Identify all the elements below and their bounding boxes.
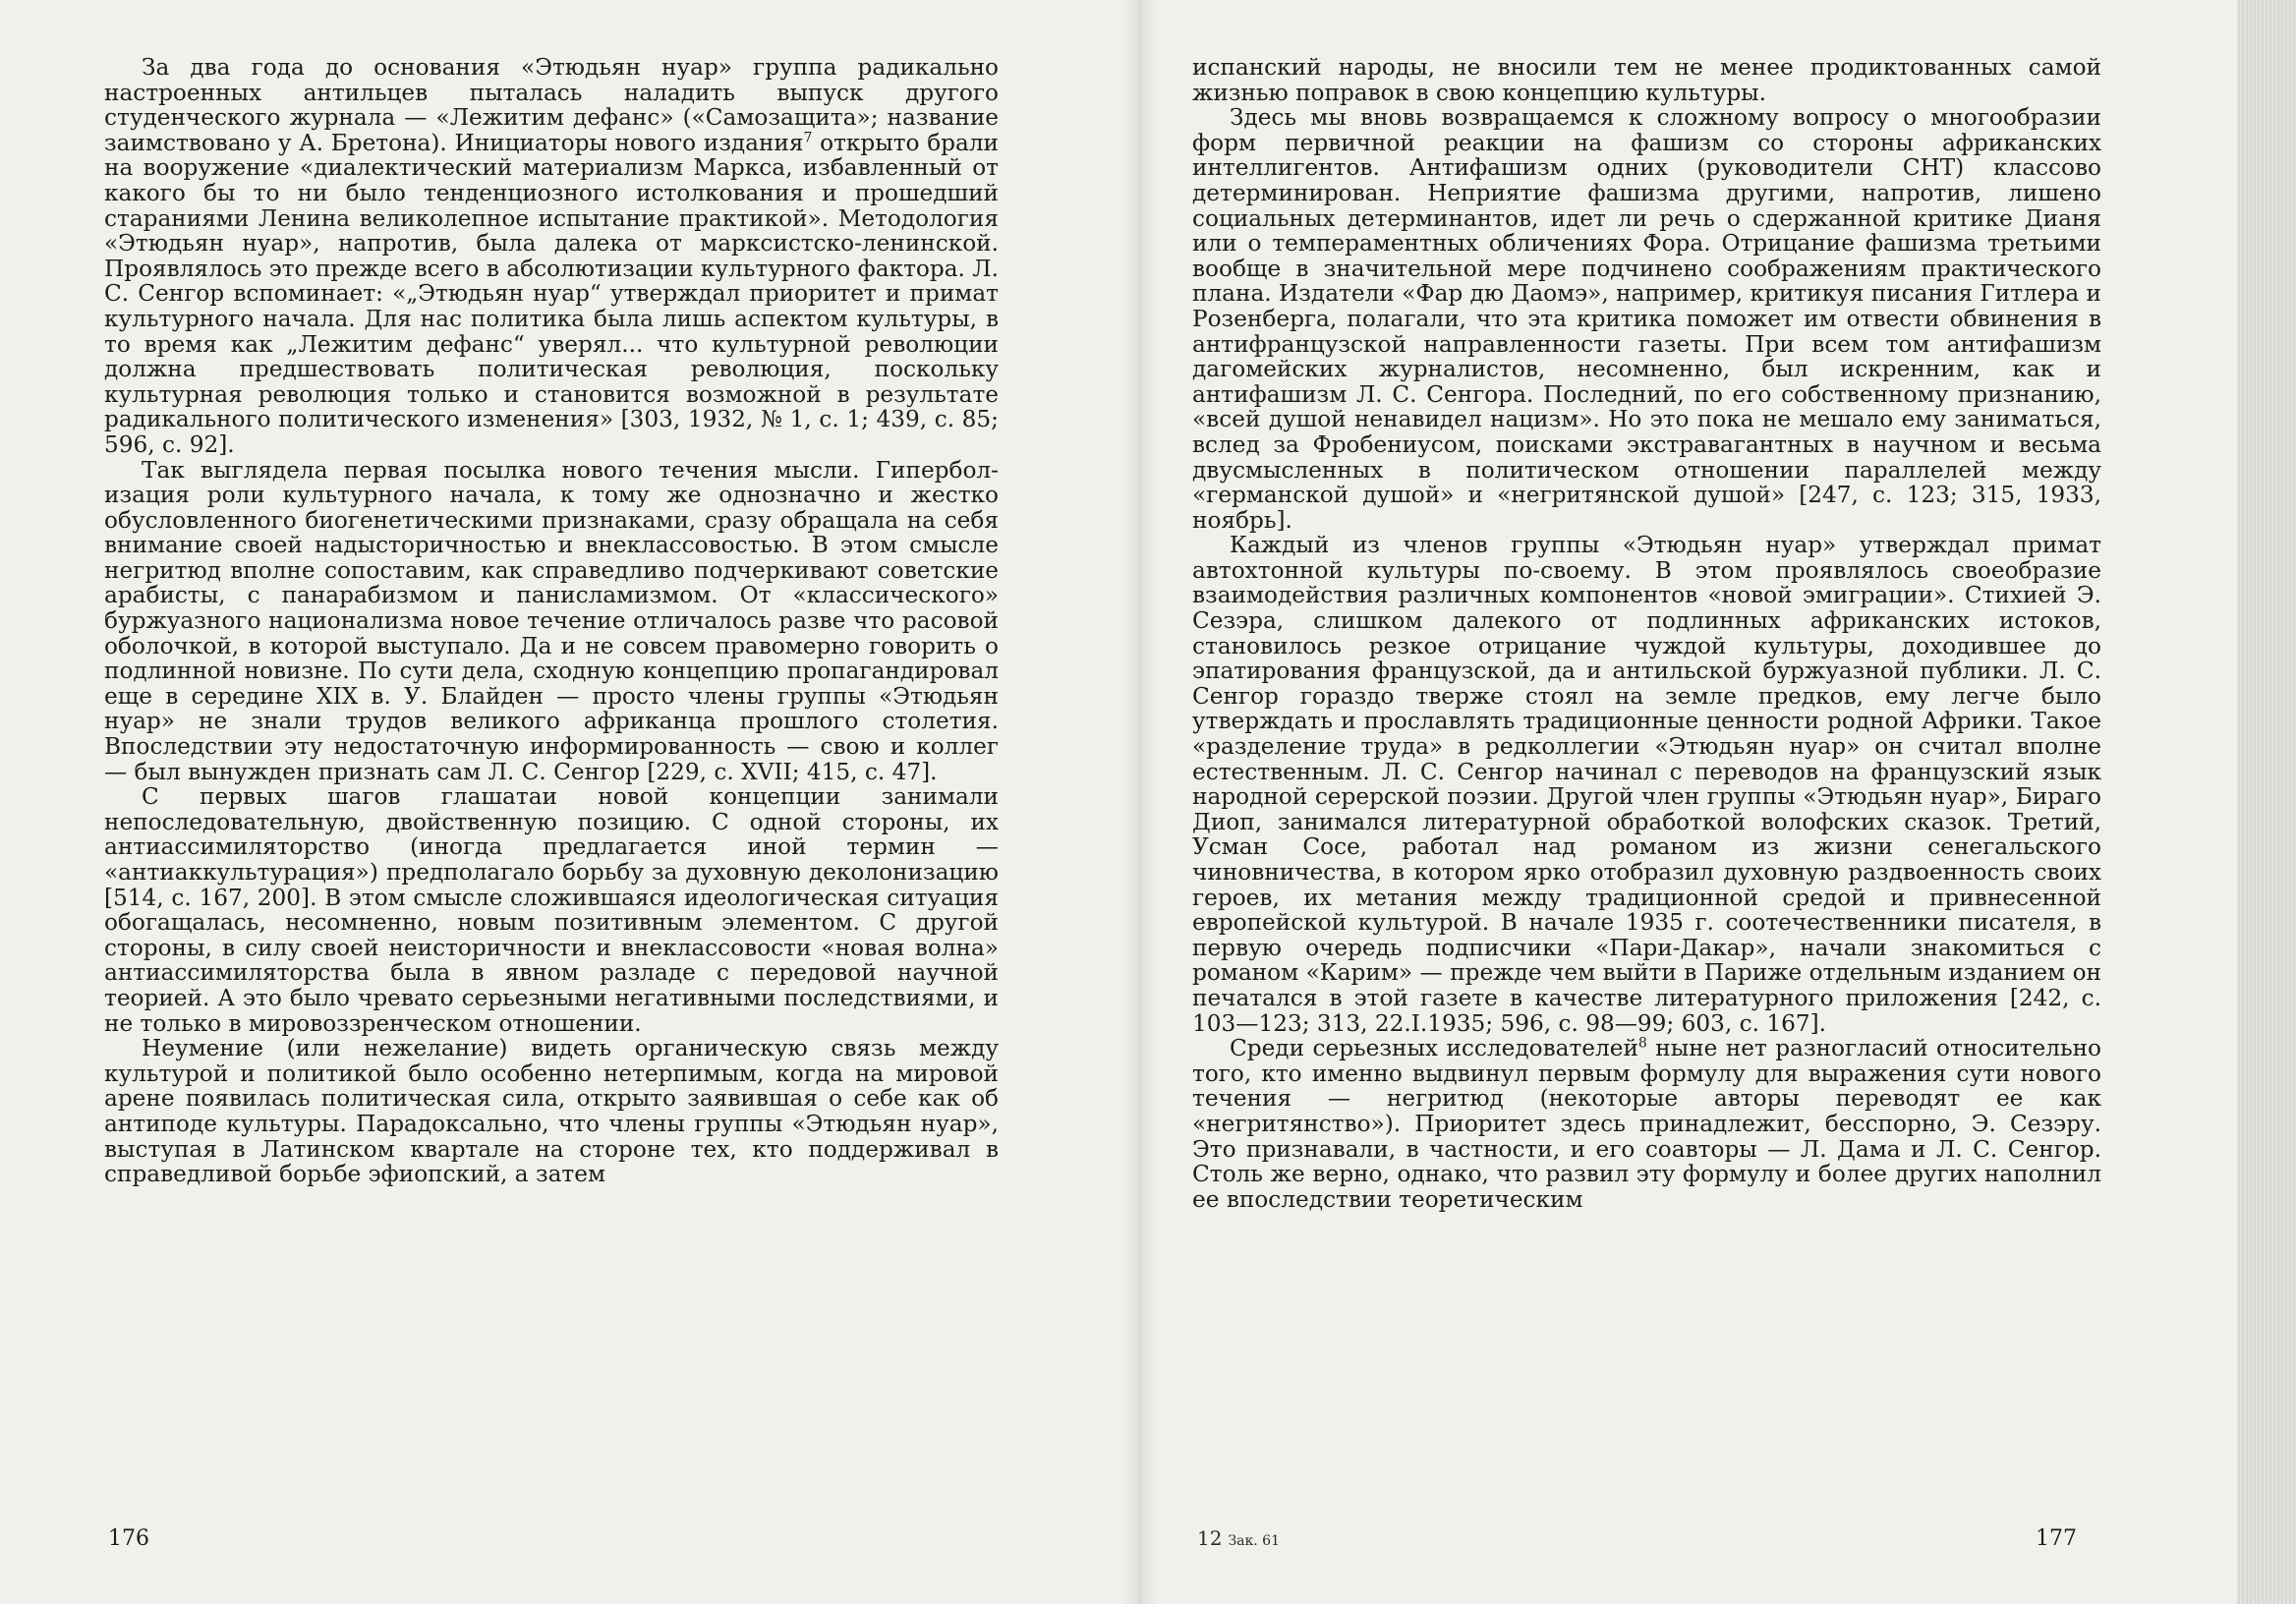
page-number-right: 177 xyxy=(2036,1526,2077,1551)
paragraph: испанский народы, не вносили тем не менее продиктованных самой жизнью поправок в свою концепцию культуры. xyxy=(1192,54,2101,106)
footnote-marker: 8 xyxy=(1637,1035,1647,1052)
footnote-marker: 7 xyxy=(803,130,813,146)
signature-note: Зак. 61 xyxy=(1228,1533,1280,1549)
printer-signature xyxy=(1197,1526,1280,1550)
right-text-column xyxy=(1192,55,2101,1212)
signature-mark: 12 xyxy=(1197,1526,1223,1550)
paragraph: Среди серьезных исследователей$^8$ ныне нет разногласий относительно того, кто именно выдвинул первым формулу для выражения сути нового течения — негритюд (некоторые авторы переводят ее как «негритянство»). Приоритет здесь принадлежит, бесспорно, Э. Сезэру. Это признавали, в частности, и его соавторы — Л. Дама и Л. С. Сенгор. Столь же верно, однако, что развил эту формулу и более других наполнил ее впоследствии теоретическим xyxy=(1192,1035,2102,1213)
paragraph: Здесь мы вновь возвращаемся к сложному вопросу о многообразии форм первичной реакции на фашизм со стороны африканских интеллигентов. Антифашизм одних (руководители СНТ) классово детерминирован. Неприятие фашизма другими, напротив, лишено социальных детерминантов, идет ли речь о сдержанной критике Дианя или о темпераментных обличениях Фора. Отрицание фашизма третьими вообще в значительной мере подчинено соображениям практического плана. Издатели «Фар дю Даомэ», например, критикуя писания Гитлера и Розенберга, полагали, что эта критика поможет им отвести обвинения в антифранцузской направленности газеты. При всем том антифашизм дагомейских журналистов, несомненно, был искренним, как и антифашизм Л. С. Сенгора. Последний, по его собственному признанию, «всей душой ненавидел нацизм». Но это пока не мешало ему заниматься, вслед за Фробениусом, поисками экстравагантных в научном и весьма двусмысленных в политическом отношении параллелей между «германской душой» и «негритянской душой» [247, с. 123; 315, 1933, ноябрь]. xyxy=(1192,104,2101,534)
paragraph: Каждый из членов группы «Этюдьян нуар» утверждал примат автохтонной культуры по-своему. В этом проявлялось своеобразие взаимодействия различных компонентов «новой эмиграции». Стихией Э. Сезэра, слишком далекого от подлинных африканских истоков, становилось резкое отрицание чуждой культуры, доходившее до эпатирования французской, да и антильской буржуазной публики. Л. С. Сенгор гораздо тверже стоял на земле предков, ему легче было утверждать и прославлять традиционные ценности родной Африки. Такое «разделение труда» в редколлегии «Этюдьян нуар» он считал вполне естественным. Л. С. Сенгор начинал с переводов на французский язык народной серерской поэзии. Другой член группы «Этюдьян нуар», Бираго Диоп, занимался литературной обработкой волофских сказок. Третий, Усман Сосе, работал над романом из жизни сенегальского чиновничества, в котором ярко отобразил духовную раздвоенность своих героев, их метания между традиционной средой и привнесенной европейской культурой. В начале 1935 г. соотечественники писателя, в первую очередь подписчики «Пари-Дакар», начали знакомиться с романом «Карим» — прежде чем выйти в Париже отдельным изданием он печатался в этой газете в качестве литературного приложения [242, с. 103—123; 313, 22.I.1935; 596, с. 98—99; 603, с. 167]. xyxy=(1192,532,2101,1037)
page-edge xyxy=(2237,0,2296,1604)
paragraph: За два года до основания «Этюдьян нуар» группа радикально настроенных антильцев пыталась наладить выпуск другого студенческого журнала — «Лежитим дефанс» («Самозащита»; название заимствовано у А. Бретона). Инициаторы нового издания$^7$ открыто брали на вооружение «диалектический материализм Маркса, избавленный от какого бы то ни было тенденциозного истолкования и прошедший стараниями Ленина великолепное испытание практикой». Методология «Этюдьян нуар», напротив, была далека от марксистско-ленинской. Проявлялось это прежде всего в абсолютизации культурного фактора. Л. С. Сенгор вспоминает: «„Этюдьян нуар“ утверждал приоритет и примат культурного начала. Для нас политика была лишь аспектом культуры, в то время как „Лежитим дефанс“ уверял... что культурной революции должна предшествовать политическая революция, поскольку культурная революция только и становится возможной в результате радикального политического изменения» [303, 1932, № 1, с. 1; 439, с. 85; 596, с. 92]. xyxy=(104,54,999,458)
book-gutter xyxy=(1120,0,1160,1604)
page-number-left: 176 xyxy=(108,1526,149,1551)
paragraph: С первых шагов глашатаи новой концепции занимали непоследовательную, двойственную позицию. С одной стороны, их антиассимиляторство (иногда предлагается иной термин — «антиаккультурация») предполагало борьбу за духовную деколонизацию [514, с. 167, 200]. В этом смысле сложившаяся идеологическая ситуация обогащалась, несомненно, новым позитивным элементом. С другой стороны, в силу своей неисторичности и внеклассовости «новая волна» антиассимиляторства была в явном разладе с передовой научной теорией. А это было чревато серьезными негативными последствиями, и не только в мировоззренческом отношении. xyxy=(104,783,999,1037)
left-text-column xyxy=(104,55,999,1187)
paragraph: Неумение (или нежелание) видеть органическую связь между культурой и политикой было особенно нетерпимым, когда на мировой арене появилась политическая сила, открыто заявившая о себе как об антиподе культуры. Парадоксально, что члены группы «Этюдьян нуар», выступая в Латинском квартале на стороне тех, кто поддерживал в справедливой борьбе эфиопский, а затем xyxy=(104,1035,999,1188)
paragraph: Так выглядела первая посылка нового течения мысли. Гиперболизация роли культурного начала, к тому же однозначно и жестко обусловленного биогенетическими признаками, сразу обращала на себя внимание своей надысторичностью и внеклассовостью. В этом смысле негритюд вполне сопоставим, как справедливо подчеркивают советские арабисты, с панарабизмом и панисламизмом. От «классического» буржуазного национализма новое течение отличалось разве что расовой оболочкой, в которой выступало. Да и не совсем правомерно говорить о подлинной новизне. По сути дела, сходную концепцию пропагандировал еще в середине XIX в. У. Блайден — просто члены группы «Этюдьян нуар» не знали трудов великого африканца прошлого столетия. Впоследствии эту недостаточную информированность — свою и коллег — был вынужден признать сам Л. С. Сенгор [229, с. XVII; 415, с. 47]. xyxy=(104,456,999,785)
